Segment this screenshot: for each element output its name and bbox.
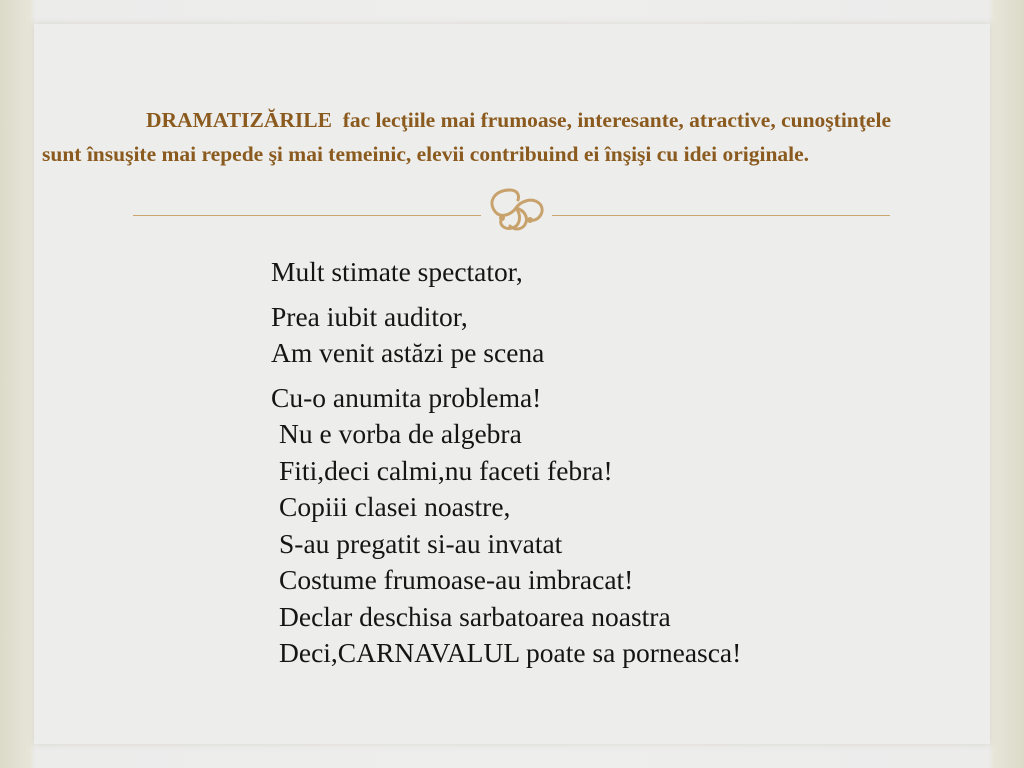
slide-title — [42, 103, 902, 171]
ornament-flourish-icon — [480, 180, 552, 236]
verse-line: Fiti,deci calmi,nu faceti febra! — [279, 454, 613, 486]
divider-left — [133, 215, 481, 216]
verse-line: Declar deschisa sarbatoarea noastra — [279, 600, 671, 632]
verse-line: Deci,CARNAVALUL poate sa porneasca! — [279, 637, 742, 668]
verse-line: Mult stimate spectator, — [271, 256, 523, 287]
verse-line: Am venit astăzi pe scena — [271, 337, 545, 368]
verse-line: Nu e vorba de algebra — [279, 418, 522, 449]
title-term: DRAMATIZĂRILE — [146, 108, 332, 132]
verse-line: Copiii clasei noastre, — [279, 491, 511, 522]
verse-line: Costume frumoase-au imbracat! — [279, 564, 634, 595]
verse-block — [271, 254, 741, 672]
verse-line: Cu-o anumita problema! — [271, 381, 542, 413]
divider-right — [552, 215, 890, 216]
title-rest: fac lecţiile mai frumoase, interesante, atractive, cunoştinţele sunt însuşite mai repede şi mai temeinic, elevii contribuind ei înşişi cu idei originale. — [42, 108, 897, 166]
verse-line: Prea iubit auditor, — [271, 300, 468, 332]
verse-line: S-au pregatit si-au invatat — [279, 527, 563, 559]
